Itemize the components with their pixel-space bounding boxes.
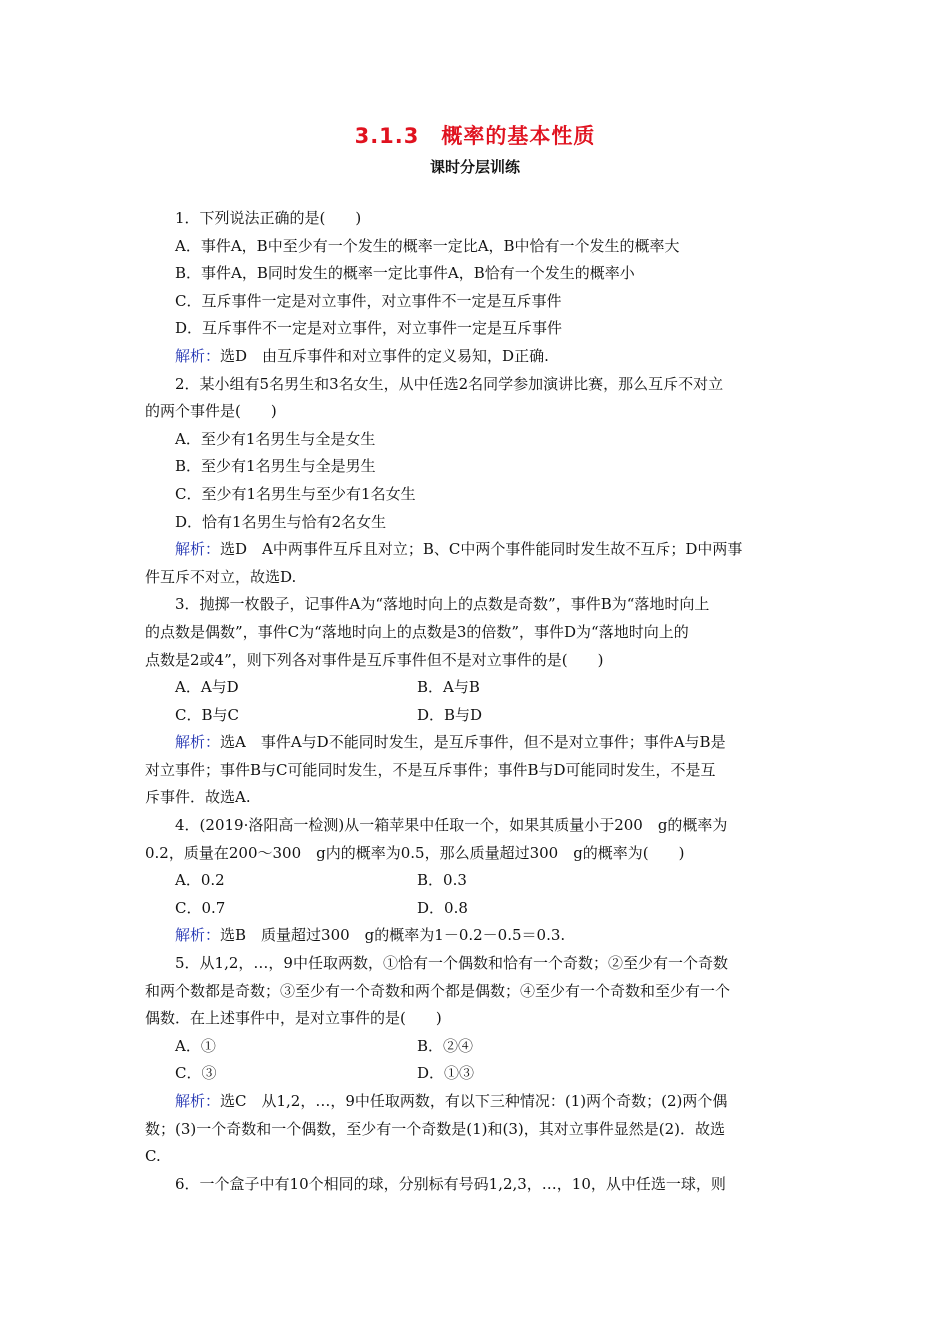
q5-option-b: B．②④ <box>417 1036 474 1055</box>
q4-option-c: C．0.7 <box>175 898 226 917</box>
q2-option-a: A．至少有1名男生与全是女生 <box>175 429 376 448</box>
q1-option-b: B．事件A，B同时发生的概率一定比事件A，B恰有一个发生的概率小 <box>175 264 635 283</box>
q1-analysis <box>145 343 807 371</box>
q2-option-d: D．恰有1名男生与恰有2名女生 <box>175 512 387 531</box>
analysis-label: 解析： <box>175 733 221 752</box>
q5-analysis-text: 选C 从1,2，…，9中任取两数，有以下三种情况：(1)两个奇数；(2)两个偶 <box>220 1092 728 1110</box>
q3-option-c: C．B与C <box>175 705 239 724</box>
q4-option-b: B．0.3 <box>417 871 467 890</box>
q3-analysis-line3: 斥事件．故选A. <box>145 788 251 807</box>
q5-stem-line3: 偶数．在上述事件中，是对立事件的是( ) <box>145 1009 442 1028</box>
q5-option-c: C．③ <box>175 1064 217 1083</box>
q3-stem-line2: 的点数是偶数”，事件C为“落地时向上的点数是3的倍数”，事件D为“落地时向上的 <box>145 622 689 641</box>
q4-option-d: D．0.8 <box>417 898 468 917</box>
q1-stem: 1．下列说法正确的是( ) <box>175 209 362 227</box>
page-title: 3.1.3 概率的基本性质 <box>354 124 596 148</box>
q6-stem-line1: 6．一个盒子中有10个相同的球，分别标有号码1,2,3，…，10，从中任选一球，则 <box>175 1174 726 1193</box>
q3-stem-line3: 点数是2或4”，则下列各对事件是互斥事件但不是对立事件的是( ) <box>145 650 604 669</box>
q2-option-c: C．至少有1名男生与至少有1名女生 <box>175 484 416 503</box>
q4-analysis-text: 选B 质量超过300 g的概率为1－0.2－0.5＝0.3. <box>220 926 566 945</box>
q4-stem-line2: 0.2，质量在200～300 g内的概率为0.5，那么质量超过300 g的概率为( ) <box>145 843 685 862</box>
q2-stem-line2: 的两个事件是( ) <box>145 402 277 421</box>
q5-analysis-line3: C. <box>145 1147 161 1166</box>
q5-option-d: D．①③ <box>417 1064 475 1083</box>
q3-option-b: B．A与B <box>417 678 480 697</box>
q3-options-row1 <box>145 674 807 702</box>
q5-analysis-line1 <box>145 1088 807 1116</box>
q1-option-c: C．互斥事件一定是对立事件，对立事件不一定是互斥事件 <box>175 291 562 310</box>
exercise-body <box>145 205 807 1198</box>
q1-option-a: A．事件A，B中至少有一个发生的概率一定比A，B中恰有一个发生的概率大 <box>175 236 680 255</box>
q4-stem-line1: 4．(2019·洛阳高一检测)从一箱苹果中任取一个，如果其质量小于200 g的概率为 <box>175 816 728 835</box>
q4-analysis <box>145 922 807 950</box>
q2-analysis-line2: 件互斥不对立，故选D. <box>145 567 297 586</box>
q3-stem-line1: 3．抛掷一枚骰子，记事件A为“落地时向上的点数是奇数”，事件B为“落地时向上 <box>175 595 710 614</box>
q3-options-row2 <box>145 702 807 730</box>
analysis-label: 解析： <box>175 1092 221 1110</box>
q3-analysis-line1 <box>145 729 807 757</box>
q1-option-d: D．互斥事件不一定是对立事件，对立事件一定是互斥事件 <box>175 319 563 338</box>
q2-analysis-line1 <box>145 536 807 564</box>
q5-options-row1 <box>145 1033 807 1061</box>
q4-options-row1 <box>145 867 807 895</box>
q5-options-row2 <box>145 1060 807 1088</box>
q3-analysis-line2: 对立事件；事件B与C可能同时发生，不是互斥事件；事件B与D可能同时发生，不是互 <box>145 760 716 779</box>
q4-option-a: A．0.2 <box>175 871 225 890</box>
q5-option-a: A．① <box>175 1036 216 1055</box>
q3-analysis-text: 选A 事件A与D不能同时发生，是互斥事件，但不是对立事件；事件A与B是 <box>220 733 726 752</box>
analysis-label: 解析： <box>175 926 221 945</box>
page-subtitle: 课时分层训练 <box>429 158 520 176</box>
analysis-label: 解析： <box>175 540 221 559</box>
q2-analysis-text: 选D A中两事件互斥且对立；B、C中两个事件能同时发生故不互斥；D中两事 <box>220 540 743 559</box>
q1-analysis-text: 选D 由互斥事件和对立事件的定义易知，D正确. <box>220 346 549 365</box>
q3-option-a: A．A与D <box>175 678 239 697</box>
analysis-label: 解析： <box>175 346 221 365</box>
q5-stem-line2: 和两个数都是奇数；③至少有一个奇数和两个都是偶数；④至少有一个奇数和至少有一个 <box>145 981 731 1000</box>
q3-option-d: D．B与D <box>417 705 483 724</box>
q4-options-row2 <box>145 895 807 923</box>
q2-stem-line1: 2．某小组有5名男生和3名女生，从中任选2名同学参加演讲比赛，那么互斥不对立 <box>175 374 724 393</box>
q5-stem-line1: 5．从1,2，…，9中任取两数，①恰有一个偶数和恰有一个奇数；②至少有一个奇数 <box>175 954 728 973</box>
q2-option-b: B．至少有1名男生与全是男生 <box>175 457 376 476</box>
q5-analysis-line2: 数；(3)一个奇数和一个偶数，至少有一个奇数是(1)和(3)，其对立事件显然是(2)．故选 <box>145 1119 725 1138</box>
